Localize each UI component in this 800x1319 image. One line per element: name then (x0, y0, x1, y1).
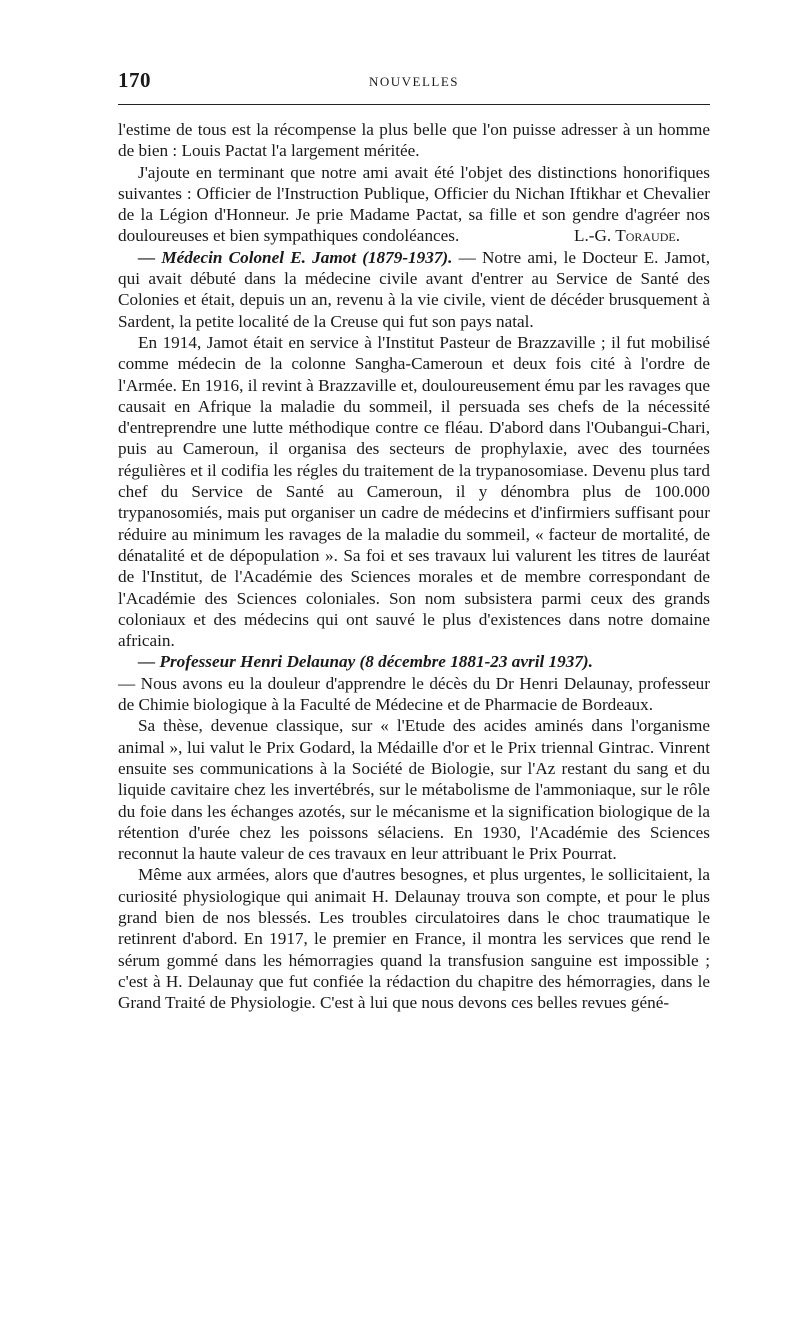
section-heading-jamot: — Médecin Colonel E. Jamot (1879-1937). (138, 247, 453, 267)
heading-text: — Professeur Henri Delaunay (8 décembre 1881-23 avril 1937). (138, 652, 593, 672)
page-header (118, 68, 710, 94)
paragraph-text: — Notre ami, le Docteur E. Jamot, qui avait débuté dans la médecine civile avant d'entrer au Service de Santé des Colonies et était, depuis un an, revenu à la vie civile, vient de décéder brusquement à Sardent, la petite localité de la Creuse qui fut son pays natal. (118, 247, 711, 331)
header-rule (118, 104, 710, 105)
section-heading-delaunay (118, 651, 710, 672)
paragraph-delaunay-war: Même aux armées, alors que d'autres besognes, et plus urgentes, le sollicitaient, la curiosité physiologique qui animait H. Delaunay trouva son compte, et pour le plus grand bien de nos blessés. Les troubles circulatoires dans le choc traumatique le retinrent d'abord. En 1917, le premier en France, il montra les services que rend le sérum gommé dans les hémorragies quand la transfusion sanguine est impossible ; c'est à H. Delaunay que fut confiée la rédaction du chapitre des hémorragies, dans le Grand Traité de Physiologie. C'est à lui que nous devons ces belles revues géné- (118, 865, 710, 1013)
paragraph-pactat-end: l'estime de tous est la récompense la plus belle que l'on puisse adresser à un homme de bien : Louis Pactat l'a largement méritée. (118, 120, 710, 161)
paragraph-delaunay-thesis: Sa thèse, devenue classique, sur « l'Etude des acides aminés dans l'organisme animal », lui valut le Prix Godard, la Médaille d'or et le Prix triennal Gintrac. Vinrent ensuite ses communications à la Société de Biologie, sur l'Az restant du sang et du liquide cavitaire chez les invertébrés, sur le métabolisme de l'ammoniaque, sur le rôle du foie dans les échanges azotés, sur le mécanisme et la signification biologique de la rétention d'urée chez les poissons sélaciens. En 1930, l'Académie des Sciences reconnut la haute valeur de ces travaux en leur attribuant le Prix Pourrat. (118, 716, 710, 864)
paragraph-delaunay-intro: — Nous avons eu la douleur d'apprendre le décès du Dr Henri Delaunay, professeur de Chimie biologique à la Faculté de Médecine et de Pharmacie de Bordeaux. (118, 673, 710, 715)
signature: L.-G. Toraude. (573, 226, 680, 246)
paragraph-jamot-intro (118, 247, 710, 332)
page-number: 170 (118, 68, 151, 92)
body-text (118, 119, 710, 1013)
running-title: NOUVELLES (368, 74, 460, 89)
paragraph-jamot-career: En 1914, Jamot était en service à l'Institut Pasteur de Brazzaville ; il fut mobilisé comme médecin de la colonne Sangha-Cameroun et deux fois cité à l'ordre de l'Armée. En 1916, il revint à Brazzaville et, douloureusement ému par les ravages que causait en Afrique la maladie du sommeil, il persuada ses chefs de la nécessité d'entreprendre une lutte méthodique contre ce fléau. D'abord dans l'Oubangui-Chari, puis au Cameroun, il organisa des secteurs de prophylaxie, avec des tournées régulières et il codifia les régles du traitement de la trypanosomiase. Devenu plus tard chef du Service de Santé au Cameroun, il y dénombra plus de 100.000 trypanosomiés, mais put organiser un cadre de médecins et d'infirmiers suffisant pour réduire au minimum les ravages de la maladie du sommeil, « facteur de mortalité, de dénatalité et de dépopulation ». Sa foi et ses travaux lui valurent les titres de lauréat de l'Institut, de l'Académie des Sciences morales et de membre correspondant de l'Académie des Sciences coloniales. Son nom subsistera parmi ceux des grands coloniaux et des médecins qui ont sauvé le plus d'existences dans notre domaine africain. (118, 332, 710, 651)
paragraph-text: J'ajoute en terminant que notre ami avait été l'objet des distinctions honorifiques suivantes : Officier de l'Instruction Publique, Officier du Nichan Iftikhar et Chevalier de la Légion d'Honneur. Je prie Madame Pactat, sa fille et son gendre d'agréer nos douloureuses et bien sympathiques condoléances. (118, 162, 710, 246)
paragraph-pactat-distinctions (118, 162, 710, 247)
